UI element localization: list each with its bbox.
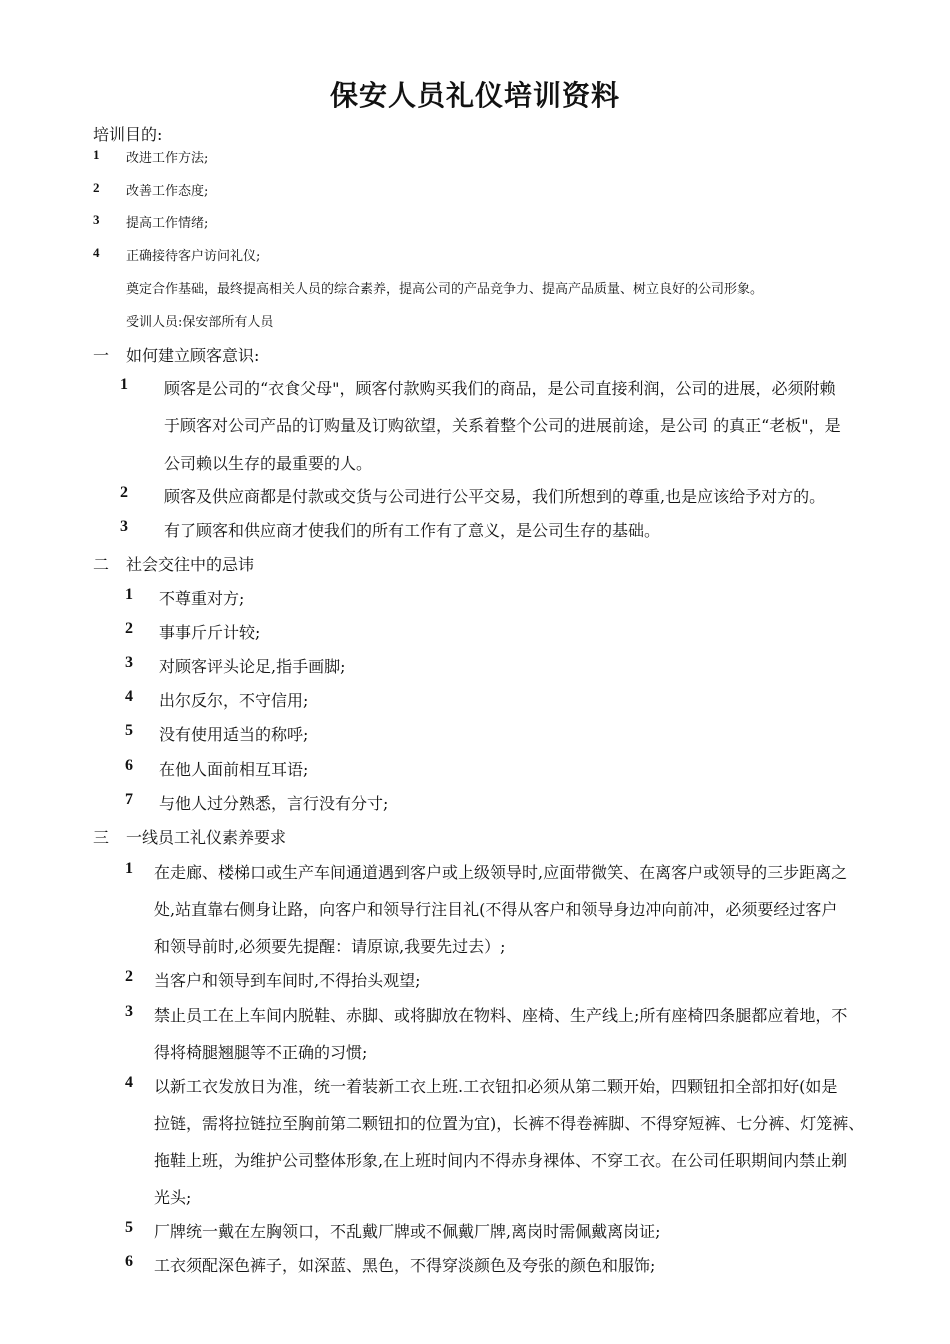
section-number: 三 bbox=[93, 828, 110, 847]
item-text-line: 没有使用适当的称呼; bbox=[159, 725, 309, 744]
item-number: 1 bbox=[125, 586, 133, 603]
document-title: 保安人员礼仪培训资料 bbox=[329, 79, 620, 112]
item-text-line: 在走廊、楼梯口或生产车间通道遇到客户或上级领导时,应面带微笑、在离客户或领导的三步距离之 bbox=[154, 863, 848, 882]
purpose-item-text: 提高工作情绪; bbox=[126, 216, 209, 231]
item-number: 1 bbox=[120, 376, 128, 393]
section-number: 二 bbox=[93, 555, 110, 574]
item-number: 6 bbox=[125, 1253, 133, 1270]
item-text-line: 拖鞋上班，为维护公司整体形象,在上班时间内不得赤身裸体、不穿工衣。在公司任职期间内禁止剃 bbox=[154, 1151, 848, 1170]
purpose-item-text: 正确接待客户访问礼仪; bbox=[126, 249, 261, 264]
item-text-line: 以新工衣发放日为准，统一着装新工衣上班.工衣钮扣必须从第二颗开始，四颗钮扣全部扣好(如是 bbox=[154, 1077, 838, 1096]
section-heading: 社会交往中的忌讳 bbox=[126, 555, 255, 574]
item-text-line: 得将椅腿翘腿等不正确的习惯; bbox=[154, 1043, 368, 1062]
item-number: 6 bbox=[125, 757, 133, 774]
item-text-line: 公司赖以生存的最重要的人。 bbox=[164, 454, 373, 473]
section-number: 一 bbox=[93, 346, 110, 365]
item-number: 3 bbox=[125, 1003, 133, 1020]
item-number: 2 bbox=[120, 484, 128, 501]
item-number: 5 bbox=[125, 722, 133, 739]
item-number: 4 bbox=[125, 688, 133, 705]
purpose-summary: 奠定合作基础，最终提高相关人员的综合素养，提高公司的产品竞争力、提高产品质量、树立良好的公司形象。 bbox=[126, 282, 764, 297]
purpose-item-text: 改进工作方法; bbox=[126, 151, 209, 166]
item-number: 4 bbox=[125, 1074, 133, 1091]
item-text-line: 和领导前时,必须要先提醒：请原谅,我要先过去）; bbox=[154, 937, 506, 956]
item-number: 3 bbox=[120, 518, 128, 535]
item-text-line: 拉链，需将拉链拉至胸前第二颗钮扣的位置为宜)，长裤不得卷裤脚、不得穿短裤、七分裤、灯笼裤、 bbox=[154, 1114, 865, 1133]
item-text-line: 当客户和领导到车间时,不得抬头观望; bbox=[154, 971, 421, 990]
item-text-line: 光头; bbox=[154, 1188, 192, 1207]
item-text-line: 工衣须配深色裤子，如深蓝、黑色，不得穿淡颜色及夸张的颜色和服饰; bbox=[154, 1256, 656, 1275]
item-text-line: 禁止员工在上车间内脱鞋、赤脚、或将脚放在物料、座椅、生产线上;所有座椅四条腿都应着地，不 bbox=[154, 1006, 848, 1025]
item-text-line: 不尊重对方; bbox=[159, 589, 245, 608]
item-text-line: 厂牌统一戴在左胸领口，不乱戴厂牌或不佩戴厂牌,离岗时需佩戴离岗证; bbox=[154, 1222, 661, 1241]
purpose-item-number: 1 bbox=[93, 147, 100, 162]
item-number: 1 bbox=[125, 860, 133, 877]
item-number: 7 bbox=[125, 791, 133, 808]
purpose-item-number: 2 bbox=[93, 180, 100, 195]
item-text-line: 顾客是公司的“衣食父母"，顾客付款购买我们的商品，是公司直接利润，公司的进展，必须附赖 bbox=[164, 379, 836, 398]
item-text-line: 于顾客对公司产品的订购量及订购欲望，关系着整个公司的进展前途，是公司 的真正“老板"，是 bbox=[164, 416, 841, 435]
item-number: 2 bbox=[125, 968, 133, 985]
purpose-item-number: 4 bbox=[93, 245, 100, 260]
item-text-line: 处,站直靠右侧身让路，向客户和领导行注目礼(不得从客户和领导身边冲向前冲，必须要经过客户 bbox=[154, 900, 838, 919]
section-heading: 一线员工礼仪素养要求 bbox=[126, 828, 287, 847]
item-text-line: 出尔反尔，不守信用; bbox=[159, 691, 309, 710]
item-text-line: 顾客及供应商都是付款或交货与公司进行公平交易，我们所想到的尊重,也是应该给予对方的。 bbox=[164, 487, 826, 506]
item-text-line: 与他人过分熟悉，言行没有分寸; bbox=[159, 794, 389, 813]
item-number: 5 bbox=[125, 1219, 133, 1236]
trainees-line: 受训人员:保安部所有人员 bbox=[126, 315, 274, 330]
item-number: 2 bbox=[125, 620, 133, 637]
item-number: 3 bbox=[125, 654, 133, 671]
purpose-item-number: 3 bbox=[93, 212, 100, 227]
item-text-line: 事事斤斤计较; bbox=[159, 623, 261, 642]
purpose-item-text: 改善工作态度; bbox=[126, 184, 209, 199]
purpose-heading: 培训目的: bbox=[93, 125, 163, 144]
section-heading: 如何建立顾客意识: bbox=[126, 346, 260, 365]
item-text-line: 在他人面前相互耳语; bbox=[159, 760, 309, 779]
item-text-line: 对顾客评头论足,指手画脚; bbox=[159, 657, 346, 676]
item-text-line: 有了顾客和供应商才使我们的所有工作有了意义，是公司生存的基础。 bbox=[164, 521, 661, 540]
